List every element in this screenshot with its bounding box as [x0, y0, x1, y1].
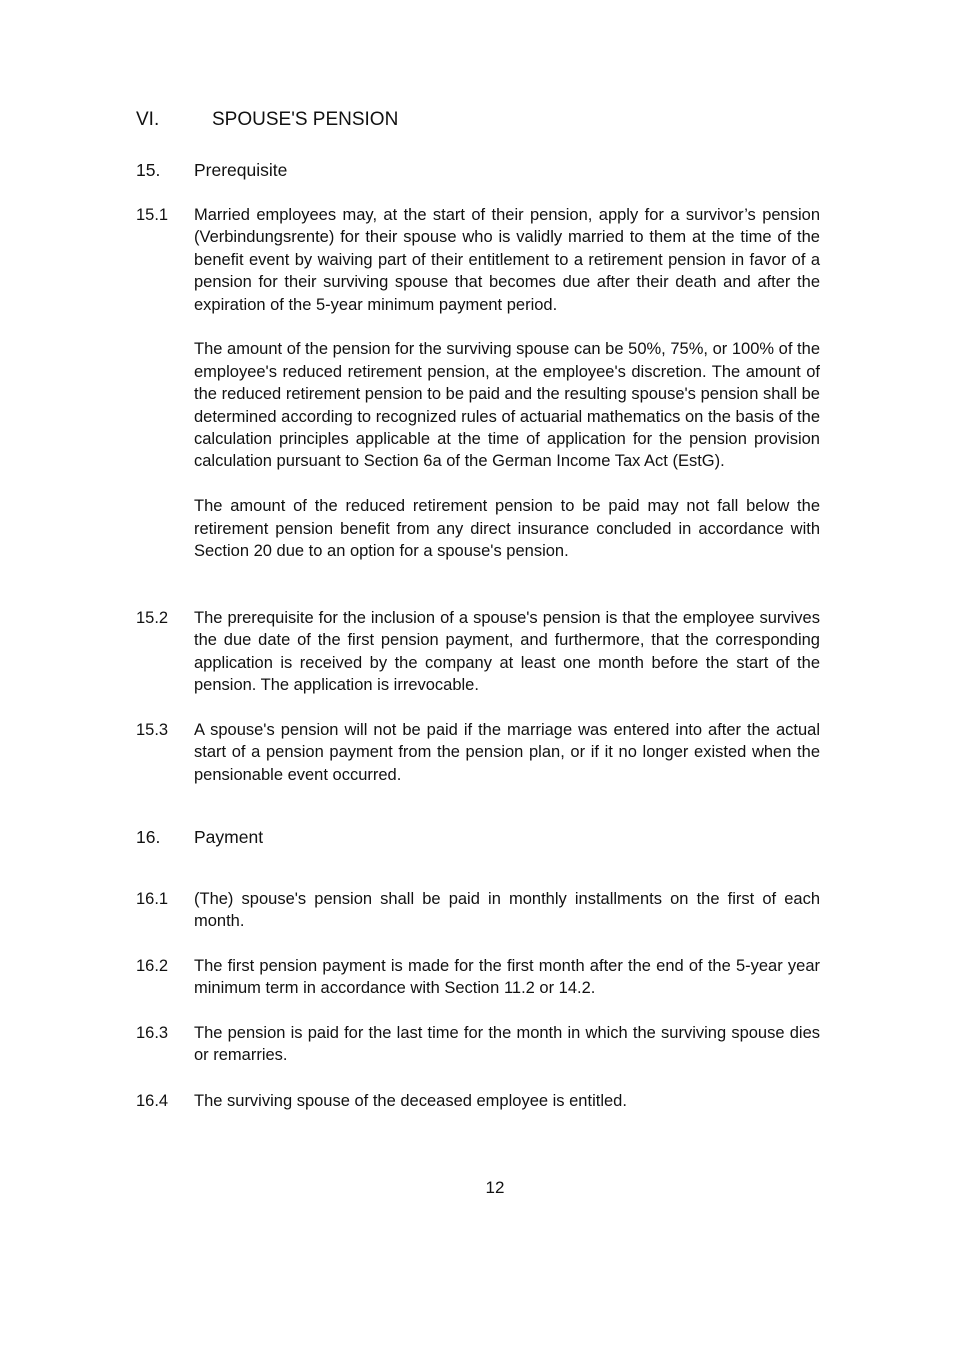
section-title: Prerequisite — [194, 160, 288, 180]
section-15-1 — [136, 204, 820, 562]
section-body: (The) spouse's pension shall be paid in monthly installments on the first of each month. — [194, 890, 820, 931]
section-number: 16.1 — [136, 890, 169, 908]
section-number: 16.3 — [136, 1024, 169, 1042]
section-number: 16.2 — [136, 957, 169, 975]
paragraph: Married employees may, at the start of their pension, apply for a survivor’s pension (Verbindungsrente) for their spouse who is validly married to them at the time of the benefit event by waiving part of their entitlement to a retirement pension in favor of a pension for their surviving spouse that becomes due after their death and after the expiration of the 5-year minimum payment period. — [194, 206, 820, 314]
paragraph: The amount of the reduced retirement pension to be paid may not fall below the retirement pension benefit from any direct insurance concluded in accordance with Section 20 due to an option for a spouse's pension. — [194, 497, 820, 561]
page-number: 12 — [485, 1178, 505, 1197]
paragraph: The amount of the pension for the surviving spouse can be 50%, 75%, or 100% of the employee's reduced retirement pension, at the employee's discretion. The amount of the reduced retirement pension to be paid and the resulting spouse's pension shall be determined according to recognized rules of actuarial mathematics on the basis of the calculation principles applicable at the time of application for the pension provision calculation pursuant to Section 6a of the German Income Tax Act (EstG). — [194, 340, 820, 471]
section-16-3 — [136, 1022, 820, 1067]
section-body: The first pension payment is made for the first month after the end of the 5-year year minimum term in accordance with Section 11.2 or 14.2. — [194, 957, 820, 998]
section-number: 16.4 — [136, 1092, 169, 1110]
section-16-4 — [136, 1090, 820, 1112]
section-body: The pension is paid for the last time for the month in which the surviving spouse dies or remarries. — [194, 1024, 820, 1065]
chapter-number: VI. — [136, 109, 160, 130]
section-15-3 — [136, 719, 820, 786]
section-number: 16. — [136, 827, 161, 847]
section-16-2 — [136, 955, 820, 1000]
section-number: 15.3 — [136, 721, 169, 739]
section-number: 15.2 — [136, 609, 169, 627]
chapter-heading — [136, 108, 398, 132]
section-body: A spouse's pension will not be paid if the marriage was entered into after the actual start of a pension payment from the pension plan, or if it no longer existed when the pensionable event occurred. — [194, 721, 820, 784]
section-16-1 — [136, 888, 820, 933]
section-body: The prerequisite for the inclusion of a spouse's pension is that the employee survives the due date of the first pension payment, and furthermore, that the corresponding application is received by the company at least one month before the start of the pension. The application is irrevocable. — [194, 609, 820, 695]
section-15-heading — [136, 159, 820, 181]
section-title: Payment — [194, 827, 264, 847]
section-16-heading — [136, 826, 820, 848]
section-body: The surviving spouse of the deceased employee is entitled. — [194, 1092, 627, 1110]
section-15-2 — [136, 607, 820, 697]
chapter-title: SPOUSE'S PENSION — [212, 109, 399, 130]
section-number: 15. — [136, 160, 161, 180]
section-number: 15.1 — [136, 206, 169, 224]
section-body — [194, 204, 820, 562]
